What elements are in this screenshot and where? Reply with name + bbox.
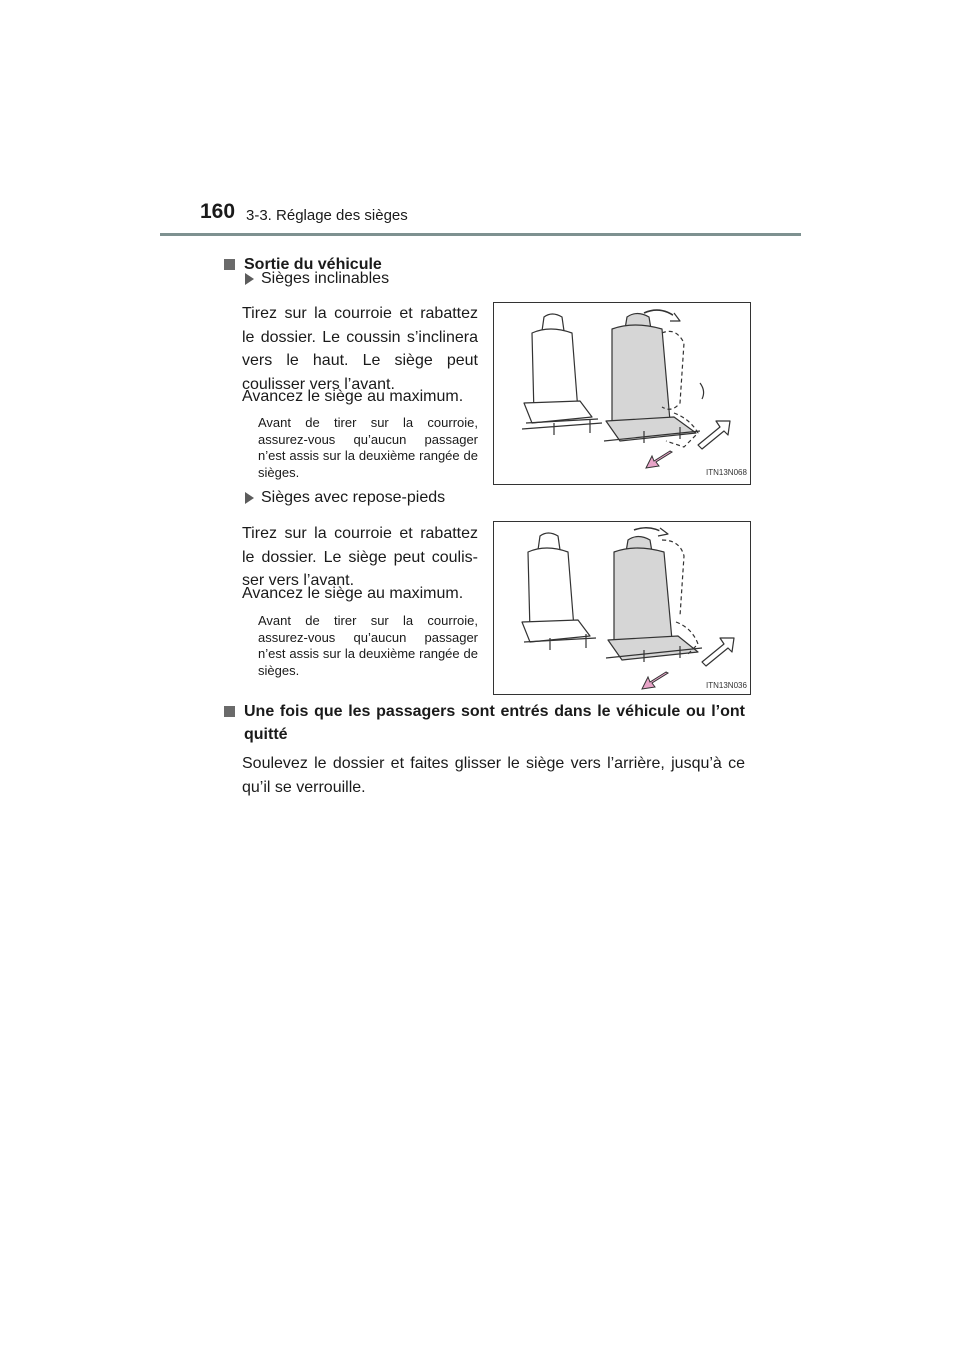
note-text: Avant de tirer sur la courroie, assurez-vous qu’aucun passager n’est assis sur la deuxième rangée de sièges. (258, 415, 478, 480)
section-title: Une fois que les passagers sont entrés dans le véhicule ou l’ont quitté (244, 703, 745, 743)
header-rule (160, 233, 801, 236)
instruction-text: Tirez sur la courroie et rabattez le dossier. Le coussin s’inclinera vers le haut. Le siège peut coulisser vers l’avant. (242, 305, 478, 393)
footrest-seat-illustration (494, 522, 750, 694)
instruction-text: Tirez sur la courroie et rabattez le dossier. Le siège peut coulisser vers l’avant. (242, 525, 478, 589)
subsection-title: Sièges inclinables (261, 270, 390, 287)
note-text: Avant de tirer sur la courroie, assurez-vous qu’aucun passager n’est assis sur la deuxième rangée de sièges. (258, 613, 478, 678)
figure-code: ITN13N036 (706, 681, 747, 690)
figure-code: ITN13N068 (706, 468, 747, 477)
section-marker-icon (224, 706, 235, 717)
section-title: Sortie du véhicule (244, 256, 382, 273)
figure-footrest-seat (493, 521, 751, 695)
subsection-heading-footrest (245, 489, 445, 507)
subsection-title: Sièges avec repose-pieds (261, 489, 446, 506)
reclining-seat-illustration (494, 303, 750, 484)
arrow-right-icon (245, 273, 254, 285)
page-number: 160 (200, 200, 236, 223)
arrow-right-icon (245, 492, 254, 504)
subsection-heading-reclining (245, 270, 389, 288)
pink-arrow-icon (646, 451, 672, 468)
pink-arrow-icon (642, 672, 668, 689)
figure-reclining-seat (493, 302, 751, 485)
instruction-text-2: Avancez le siège au maximum. (242, 585, 464, 602)
section-marker-icon (224, 259, 235, 270)
instruction-text-2: Avancez le siège au maximum. (242, 388, 464, 405)
section-heading-after-passengers (224, 700, 745, 746)
instruction-text: Soulevez le dossier et faites glisser le siège vers l’arrière, jusqu’à ce qu’il se verrouille. (242, 755, 745, 796)
header-title: 3-3. Réglage des sièges (246, 207, 408, 224)
